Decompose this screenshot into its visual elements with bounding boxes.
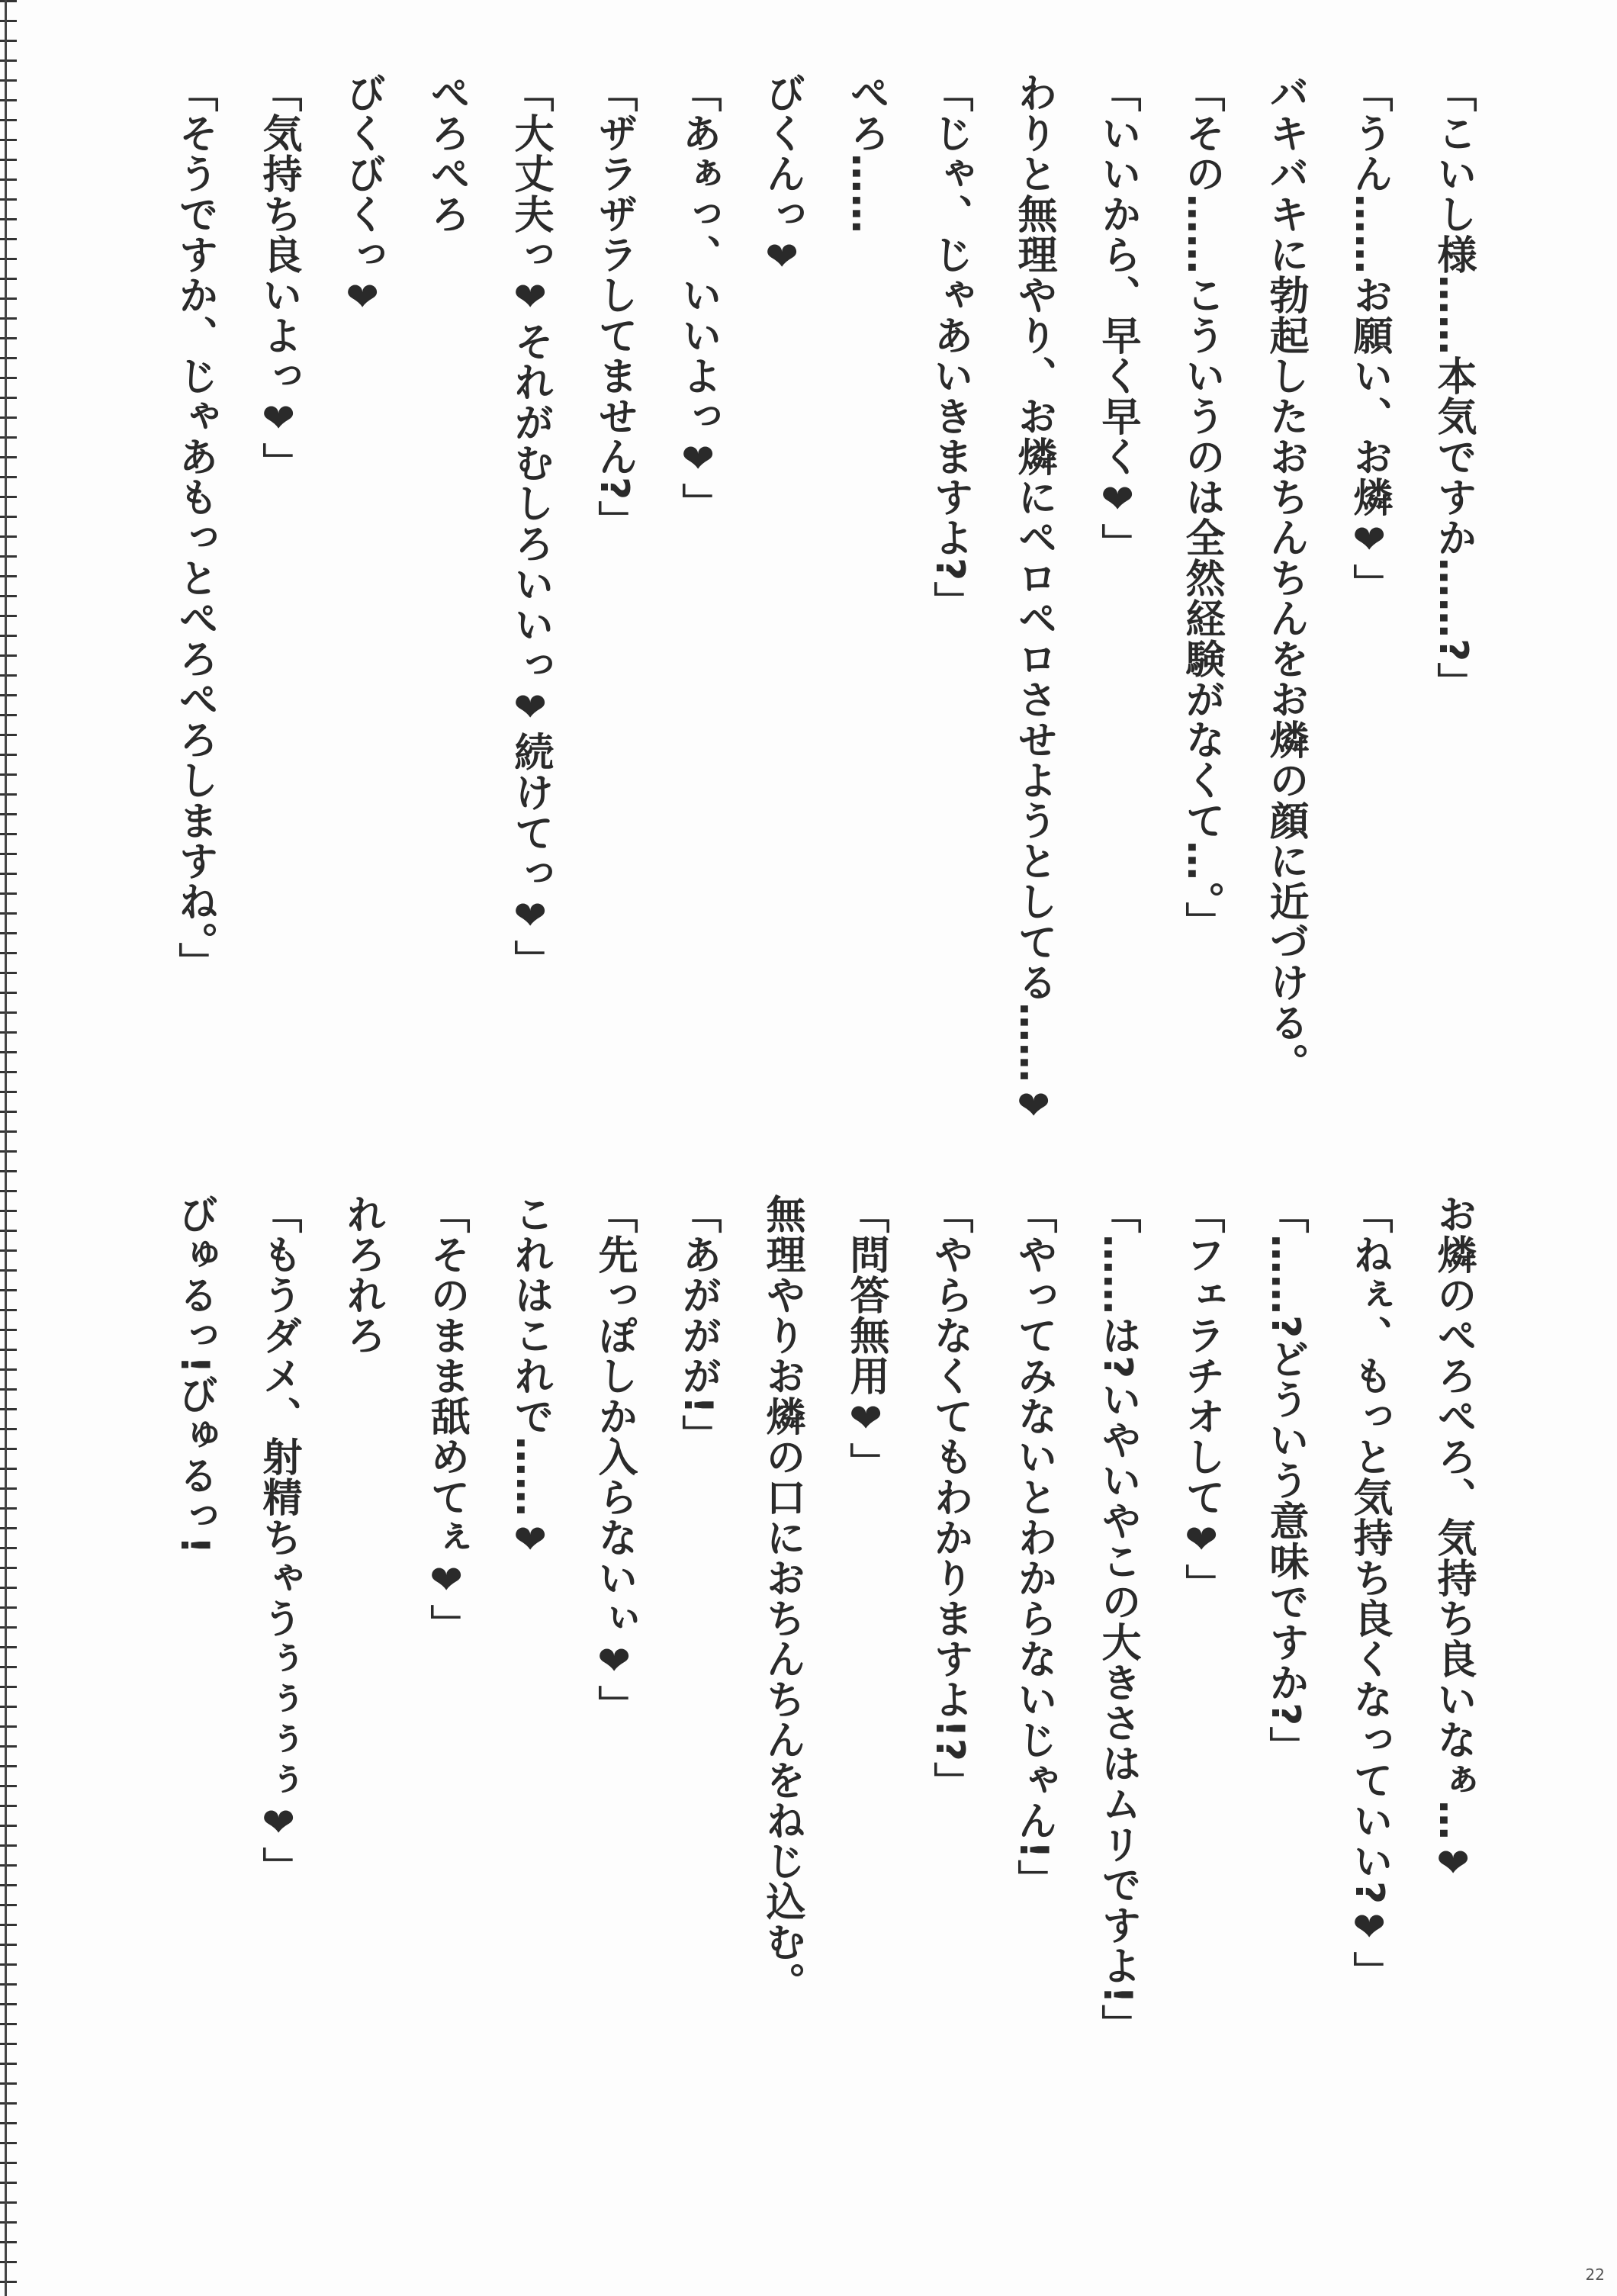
page-number: 22 bbox=[1585, 2265, 1605, 2284]
text-line: 「先っぽしか入らないぃ❤」 bbox=[591, 1194, 637, 1725]
text-line: 「ねぇ、もっと気持ち良くなっていい?❤」 bbox=[1346, 1194, 1392, 1992]
text-line: 「ザラザラしてません?」 bbox=[591, 72, 637, 542]
text-block-bottom bbox=[153, 1194, 1495, 2246]
binding-edge bbox=[0, 0, 17, 2296]
text-line: 「あぁっ、いいよっ❤」 bbox=[675, 72, 721, 523]
text-line: 「いいから、早く早く❤」 bbox=[1095, 72, 1140, 564]
text-line: 「……は?いやいやこの大きさはムリですよ!」 bbox=[1095, 1194, 1140, 2045]
text-line: 「こいし様……本気ですか……?」 bbox=[1430, 72, 1476, 703]
text-line: ぺろぺろ bbox=[423, 72, 469, 234]
text-line: れろれろ bbox=[339, 1194, 385, 1355]
text-line: 「そうですか、じゃあもっとぺろぺろしますね。」 bbox=[172, 72, 217, 982]
text-line: 「やらなくてもわかりますよ!?」 bbox=[927, 1194, 972, 1802]
text-line: 「問答無用❤」 bbox=[843, 1194, 889, 1483]
text-line: 「うん……お願い、お燐❤」 bbox=[1346, 72, 1392, 604]
binding-line bbox=[5, 0, 7, 2296]
text-line: 「気持ち良いよっ❤」 bbox=[256, 72, 301, 483]
text-line: 「……?どういう意味ですか?」 bbox=[1262, 1194, 1308, 1767]
text-line: バキバキに勃起したおちんちんをお燐の顔に近づける。 bbox=[1262, 72, 1308, 1083]
text-line: びゅるっ!びゅるっ! bbox=[172, 1194, 217, 1555]
text-line: 「大丈夫っ❤それがむしろいいっ❤続けてっ❤」 bbox=[507, 72, 553, 980]
text-line: 「そのまま舐めてぇ❤」 bbox=[423, 1194, 469, 1645]
text-line: 「フェラチオして❤」 bbox=[1178, 1194, 1224, 1604]
text-line: これはこれで……❤ bbox=[507, 1194, 553, 1564]
text-line: 「その……こういうのは全然経験がなくて…。」 bbox=[1178, 72, 1224, 942]
text-line: お燐のぺろぺろ、気持ち良いなぁ…❤ bbox=[1430, 1194, 1476, 1887]
text-line: びくんっ❤ bbox=[759, 72, 805, 281]
text-block-top bbox=[153, 72, 1495, 1171]
text-line: 「あががが!」 bbox=[675, 1194, 721, 1455]
text-line: ぺろ…… bbox=[843, 72, 889, 234]
text-line: 「じゃ、じゃあいきますよ?」 bbox=[927, 72, 972, 622]
text-line: 「もうダメ、射精ちゃうぅぅぅぅ❤」 bbox=[256, 1194, 301, 1887]
text-line: 無理やりお燐の口におちんちんをねじ込む。 bbox=[759, 1194, 805, 2002]
text-line: びくびくっ❤ bbox=[339, 72, 385, 321]
text-line: わりと無理やり、お燐にペロペロさせようとしてる……❤ bbox=[1011, 72, 1056, 1130]
text-line: 「やってみないとわからないじゃん!」 bbox=[1011, 1194, 1056, 1900]
